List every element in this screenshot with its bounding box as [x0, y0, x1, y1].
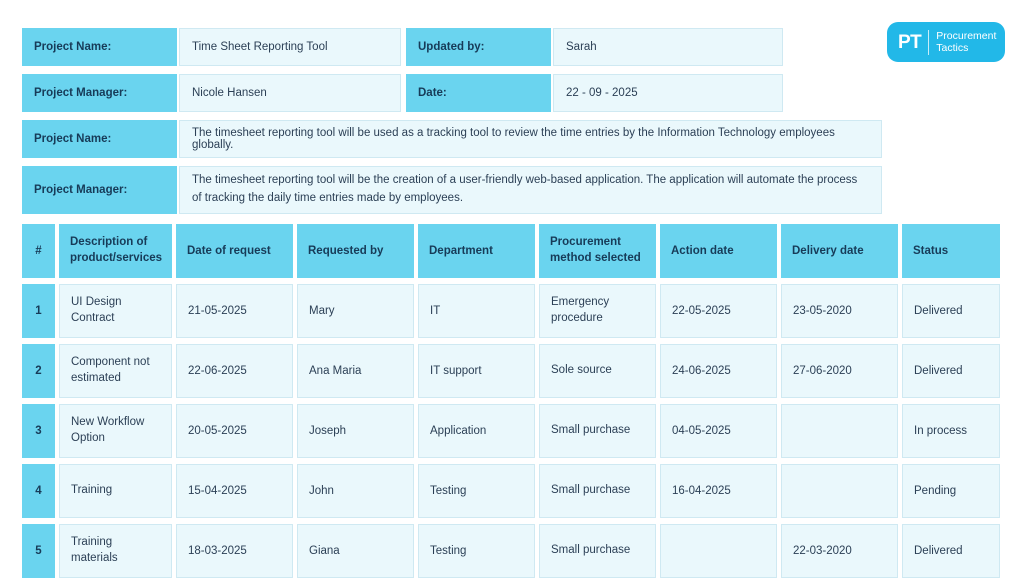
cell-procurement-method-line: Small purchase	[551, 484, 631, 497]
project-name-label: Project Name:	[22, 28, 177, 66]
cell-description-line: Contract	[71, 312, 115, 324]
cell-date-of-request[interactable]: 18-03-2025	[176, 524, 293, 578]
cell-delivery-date[interactable]	[781, 464, 898, 518]
table-row[interactable]	[22, 344, 1000, 398]
cell-description-line: Option	[71, 432, 105, 444]
cell-requested-by[interactable]: Ana Maria	[297, 344, 414, 398]
cell-index: 1	[22, 284, 55, 338]
logo-mark: PT	[898, 31, 922, 53]
cell-procurement-method-line: Sole source	[551, 364, 612, 377]
cell-date-of-request[interactable]: 21-05-2025	[176, 284, 293, 338]
description-1-label: Project Name:	[22, 120, 177, 158]
cell-department[interactable]: IT	[418, 284, 535, 338]
cell-date-of-request[interactable]: 20-05-2025	[176, 404, 293, 458]
cell-date-of-request[interactable]: 22-06-2025	[176, 344, 293, 398]
cell-description[interactable]	[59, 404, 172, 458]
cell-delivery-date[interactable]: 27-06-2020	[781, 344, 898, 398]
column-header-status: Status	[902, 224, 1000, 278]
cell-action-date[interactable]	[660, 524, 777, 578]
date-label: Date:	[406, 74, 551, 112]
project-manager-value[interactable]: Nicole Hansen	[179, 74, 401, 112]
cell-requested-by[interactable]: John	[297, 464, 414, 518]
cell-date-of-request[interactable]: 15-04-2025	[176, 464, 293, 518]
column-header-index: #	[22, 224, 55, 278]
description-1-value[interactable]: The timesheet reporting tool will be used as a tracking tool to review the time entries by the Information Technology employees globally.	[179, 120, 882, 158]
cell-action-date[interactable]: 16-04-2025	[660, 464, 777, 518]
cell-description[interactable]	[59, 344, 172, 398]
logo-wordmark	[936, 30, 996, 55]
table-row[interactable]	[22, 404, 1000, 458]
cell-procurement-method-line: procedure	[551, 312, 603, 324]
cell-requested-by[interactable]: Giana	[297, 524, 414, 578]
date-value[interactable]: 22 - 09 - 2025	[553, 74, 783, 112]
table-header-row	[22, 224, 1000, 278]
cell-action-date[interactable]: 24-06-2025	[660, 344, 777, 398]
column-header-description-line2: product/services	[70, 252, 163, 264]
cell-procurement-method[interactable]	[539, 464, 656, 518]
cell-description[interactable]	[59, 464, 172, 518]
updated-by-label: Updated by:	[406, 28, 551, 66]
cell-description[interactable]	[59, 284, 172, 338]
procurement-tactics-logo	[887, 22, 1005, 62]
cell-procurement-method[interactable]	[539, 524, 656, 578]
column-header-action-date: Action date	[660, 224, 777, 278]
logo-wordmark-line1: Procurement	[936, 29, 997, 42]
cell-delivery-date[interactable]	[781, 404, 898, 458]
column-header-department: Department	[418, 224, 535, 278]
cell-description-line: estimated	[71, 372, 121, 384]
cell-department[interactable]: IT support	[418, 344, 535, 398]
cell-description-line: Training	[71, 484, 113, 497]
cell-description-line: Training materials	[71, 536, 118, 564]
cell-department[interactable]: Application	[418, 404, 535, 458]
column-header-procurement-method-line1: Procurement	[550, 236, 621, 249]
description-2-label: Project Manager:	[22, 166, 177, 214]
cell-action-date[interactable]: 04-05-2025	[660, 404, 777, 458]
table-body	[22, 284, 1000, 578]
project-name-value[interactable]: Time Sheet Reporting Tool	[179, 28, 401, 66]
cell-action-date[interactable]: 22-05-2025	[660, 284, 777, 338]
cell-requested-by[interactable]: Mary	[297, 284, 414, 338]
cell-department[interactable]: Testing	[418, 524, 535, 578]
cell-description-line: Component not	[71, 356, 150, 369]
table-row[interactable]	[22, 284, 1000, 338]
table-row[interactable]	[22, 464, 1000, 518]
cell-procurement-method[interactable]	[539, 284, 656, 338]
cell-procurement-method[interactable]	[539, 344, 656, 398]
cell-index: 4	[22, 464, 55, 518]
cell-status[interactable]: Delivered	[902, 344, 1000, 398]
project-manager-label: Project Manager:	[22, 74, 177, 112]
cell-department[interactable]: Testing	[418, 464, 535, 518]
column-header-procurement-method	[539, 224, 656, 278]
cell-procurement-method-line: Small purchase	[551, 544, 631, 557]
column-header-date-of-request: Date of request	[176, 224, 293, 278]
cell-status[interactable]: Pending	[902, 464, 1000, 518]
logo-wordmark-line2: Tactics	[936, 42, 969, 54]
table-row[interactable]	[22, 524, 1000, 578]
cell-status[interactable]: Delivered	[902, 524, 1000, 578]
cell-description[interactable]	[59, 524, 172, 578]
cell-index: 5	[22, 524, 55, 578]
column-header-requested-by: Requested by	[297, 224, 414, 278]
cell-status[interactable]: In process	[902, 404, 1000, 458]
logo-divider	[928, 30, 929, 55]
cell-index: 3	[22, 404, 55, 458]
column-header-procurement-method-line2: method selected	[550, 252, 641, 264]
description-2-value[interactable]: The timesheet reporting tool will be the creation of a user-friendly web-based application. The application will automate the process of tracking the daily time entries made by employees.	[179, 166, 882, 214]
cell-index: 2	[22, 344, 55, 398]
procurement-requests-table	[22, 224, 1000, 578]
cell-requested-by[interactable]: Joseph	[297, 404, 414, 458]
cell-status[interactable]: Delivered	[902, 284, 1000, 338]
column-header-description	[59, 224, 172, 278]
cell-delivery-date[interactable]: 23-05-2020	[781, 284, 898, 338]
cell-description-line: New Workflow	[71, 416, 145, 429]
cell-procurement-method[interactable]	[539, 404, 656, 458]
updated-by-value[interactable]: Sarah	[553, 28, 783, 66]
cell-description-line: UI Design	[71, 296, 122, 309]
cell-procurement-method-line: Emergency	[551, 296, 610, 309]
column-header-description-line1: Description of	[70, 236, 148, 249]
cell-procurement-method-line: Small purchase	[551, 424, 631, 437]
cell-delivery-date[interactable]: 22-03-2020	[781, 524, 898, 578]
column-header-delivery-date: Delivery date	[781, 224, 898, 278]
